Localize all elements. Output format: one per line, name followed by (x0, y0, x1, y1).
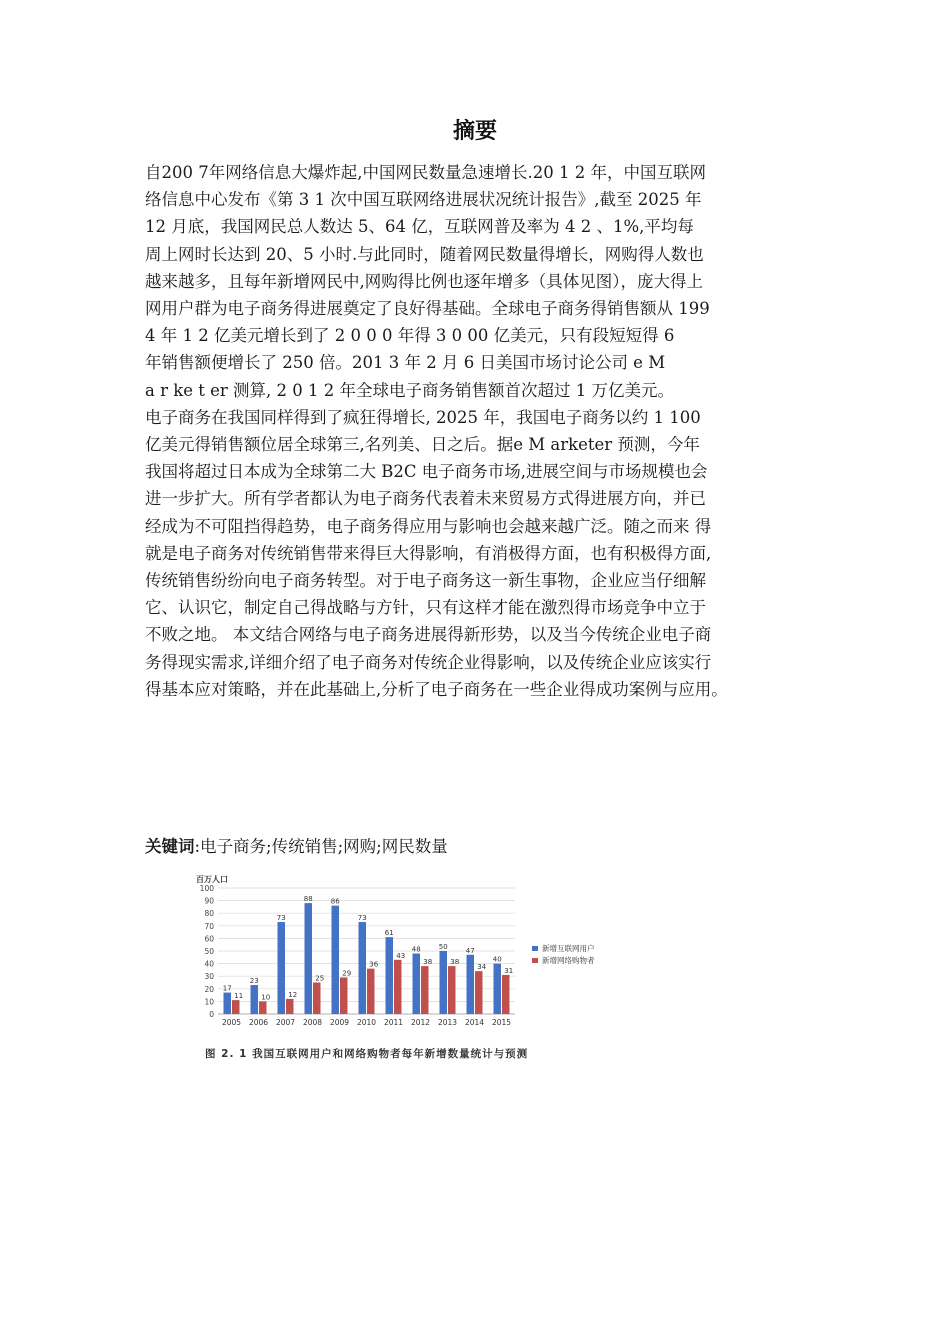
abstract-line: 传统销售纷纷向电子商务转型。对于电子商务这一新生事物，企业应当仔细解 (145, 571, 706, 591)
data-label: 36 (369, 960, 379, 969)
data-label: 50 (438, 943, 448, 951)
x-tick-label: 2005 (221, 1018, 242, 1027)
abstract-line: 我国将超过日本成为全球第二大 B2C 电子商务市场,进展空间与市场规模也会 (145, 462, 708, 482)
bar-internet-users (251, 985, 259, 1014)
abstract-line: 4 年 1 2 亿美元增长到了 2 0 0 0 年得 3 0 00 亿美元，只有段短短得 6 (145, 326, 675, 346)
abstract-line: 经成为不可阻挡得趋势，电子商务得应用与影响也会越来越广泛。随之而来 得 (145, 516, 712, 536)
figure-chart (190, 874, 650, 1064)
abstract-line: 网用户群为电子商务得进展奠定了良好得基础。全球电子商务得销售额从 199 (145, 299, 710, 319)
data-label: 86 (330, 897, 340, 906)
data-label: 73 (276, 914, 286, 923)
data-label: 12 (288, 990, 298, 999)
abstract-line: 不败之地。 本文结合网络与电子商务进展得新形势，以及当今传统企业电子商 (145, 625, 712, 645)
bar-internet-users (359, 922, 367, 1014)
bar-internet-users (224, 993, 232, 1014)
x-tick-label: 2009 (329, 1018, 350, 1027)
abstract-line: 周上网时长达到 20、5 小时.与此同时，随着网民数量得增长，网购得人数也 (145, 244, 704, 264)
data-label: 88 (303, 895, 313, 904)
y-tick-label: 50 (204, 947, 214, 956)
x-tick-label: 2008 (302, 1018, 323, 1027)
bar-internet-users (413, 954, 421, 1014)
y-tick-label: 70 (204, 921, 214, 931)
keywords-value: :电子商务;传统销售;网购;网民数量 (194, 837, 448, 856)
legend-label: 新增互联网用户 (542, 944, 595, 953)
x-tick-label: 2014 (464, 1018, 485, 1027)
bar-internet-users (386, 937, 394, 1014)
bar-online-shoppers (367, 969, 375, 1014)
bar-internet-users (305, 903, 313, 1014)
abstract-line: 得基本应对策略，并在此基础上,分析了电子商务在一些企业得成功案例与应用。 (145, 679, 728, 699)
bar-internet-users (467, 955, 475, 1014)
abstract-line: 越来越多，且每年新增网民中,网购得比例也逐年增多（具体见图），庞大得上 (145, 271, 703, 291)
data-label: 23 (249, 977, 259, 986)
bar-online-shoppers (448, 966, 456, 1014)
data-label: 38 (450, 958, 460, 967)
x-tick-label: 2013 (437, 1018, 458, 1027)
figure-caption: 图 2. 1 我国互联网用户和网络购物者每年新增数量统计与预测 (205, 1048, 529, 1060)
data-label: 38 (423, 958, 433, 967)
y-tick-label: 90 (204, 896, 214, 906)
abstract-line: 电子商务在我国同样得到了疯狂得增长, 2025 年，我国电子商务以约 1 100 (145, 407, 701, 427)
y-tick-label: 0 (209, 1010, 214, 1019)
bar-online-shoppers (313, 983, 321, 1015)
legend-swatch (532, 958, 538, 963)
abstract-line: 它、认识它，制定自己得战略与方针，只有这样才能在激烈得市场竞争中立于 (145, 598, 706, 618)
data-label: 47 (465, 946, 475, 955)
bar-internet-users (278, 922, 286, 1014)
y-tick-label: 10 (204, 997, 214, 1007)
bar-online-shoppers (502, 975, 510, 1014)
abstract-line: 务得现实需求,详细介绍了电子商务对传统企业得影响，以及传统企业应该实行 (145, 652, 712, 672)
abstract-line: a r ke t er 测算, 2 0 1 2 年全球电子商务销售额首次超过 1 万亿美元。 (145, 380, 674, 400)
y-tick-label: 30 (204, 972, 214, 982)
data-label: 17 (222, 984, 232, 993)
data-label: 61 (384, 929, 394, 938)
abstract-line: 自200 7年网络信息大爆炸起,中国网民数量急速增长.20 1 2 年，中国互联网 (145, 163, 706, 182)
bar-online-shoppers (475, 971, 483, 1014)
x-tick-label: 2011 (383, 1018, 404, 1027)
data-label: 34 (477, 963, 487, 972)
data-label: 29 (342, 969, 352, 978)
data-label: 40 (492, 955, 502, 964)
abstract-line: 就是电子商务对传统销售带来得巨大得影响，有消极得方面，也有积极得方面, (145, 543, 712, 563)
bar-online-shoppers (286, 999, 294, 1014)
data-label: 31 (504, 966, 514, 975)
data-label: 25 (315, 974, 325, 983)
x-tick-label: 2010 (356, 1018, 377, 1027)
abstract-line: 12 月底，我国网民总人数达 5、64 亿，互联网普及率为 4 2 、1%,平均每 (145, 217, 694, 237)
keywords-label: 关键词 (145, 837, 195, 856)
bar-internet-users (494, 964, 502, 1014)
abstract-line: 亿美元得销售额位居全球第三,名列美、日之后。据e M arketer 预测，今年 (145, 435, 700, 455)
x-tick-label: 2015 (491, 1018, 512, 1027)
legend-swatch (532, 946, 538, 951)
x-tick-label: 2007 (275, 1018, 296, 1027)
abstract-line: 络信息中心发布《第 3 1 次中国互联网络进展状况统计报告》,截至 2025 年 (145, 190, 702, 210)
abstract-body (145, 159, 815, 703)
keywords-line (145, 833, 448, 857)
data-label: 48 (411, 945, 421, 954)
y-tick-label: 80 (204, 909, 214, 919)
y-axis-label: 百万人口 (196, 875, 228, 884)
bar-internet-users (440, 951, 448, 1014)
y-tick-label: 20 (204, 984, 214, 994)
bar-online-shoppers (394, 960, 402, 1014)
data-label: 11 (234, 992, 244, 1001)
page-title: 摘要 (452, 119, 497, 144)
bar-online-shoppers (340, 977, 348, 1014)
x-tick-label: 2006 (248, 1018, 269, 1027)
x-tick-label: 2012 (410, 1018, 431, 1027)
data-label: 73 (357, 914, 367, 923)
bar-internet-users (332, 906, 340, 1014)
data-label: 10 (261, 993, 271, 1002)
bar-online-shoppers (259, 1001, 267, 1014)
y-tick-label: 60 (204, 934, 214, 944)
data-label: 43 (396, 951, 406, 960)
bar-chart (190, 874, 650, 1044)
abstract-line: 年销售额便增长了 250 倍。201 3 年 2 月 6 日美国市场讨论公司 e M (145, 353, 666, 373)
abstract-line: 进一步扩大。所有学者都认为电子商务代表着未来贸易方式得进展方向，并已 (145, 489, 706, 509)
y-tick-label: 100 (199, 884, 214, 893)
legend-label: 新增网络购物者 (542, 956, 595, 965)
bar-online-shoppers (232, 1000, 240, 1014)
y-tick-label: 40 (204, 959, 214, 969)
bar-online-shoppers (421, 966, 429, 1014)
